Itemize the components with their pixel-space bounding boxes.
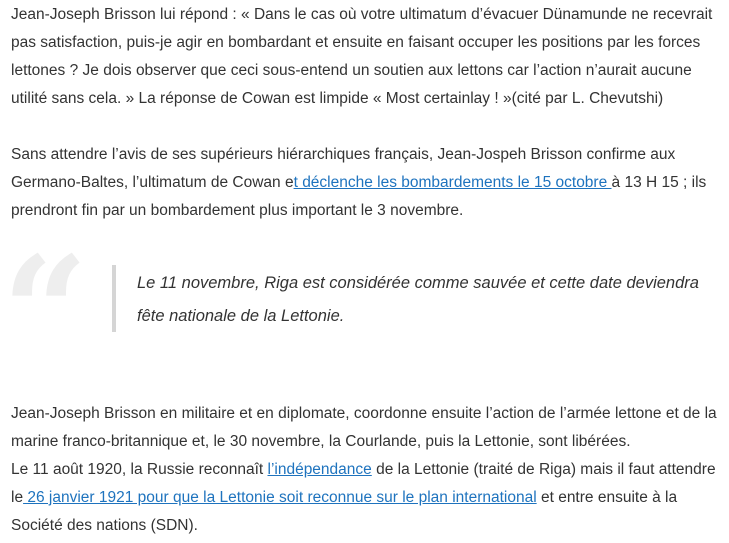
international-recognition-link[interactable]: 26 janvier 1921 pour que la Lettonie soit reconnue sur le plan international — [23, 489, 537, 506]
paragraph-coordination-text: Jean-Joseph Brisson en militaire et en diplomate, coordonne ensuite l’action de l’armée lettone et de la marine franco-britannique et, le 30 novembre, la Courlande, puis la Lettonie, sont libérées. — [11, 405, 717, 450]
paragraph-recognition — [11, 456, 723, 540]
blockquote — [0, 224, 729, 400]
paragraph-bombardment-text-before: Sans attendre l’avis de ses supérieurs hiérarchiques français, Jean-Jospeh Brisson confirme aux Germano-Baltes, l’ultimatum de Cowan e — [11, 146, 676, 191]
paragraph-coordination — [11, 400, 723, 456]
paragraph-ultimatum-text: Jean-Joseph Brisson lui répond : « Dans le cas où votre ultimatum d’évacuer Dünamunde ne recevrait pas satisfaction, puis-je agir en bombardant et ensuite en faisant occuper les positions par les forces lettones ? Je dois observer que ceci sous-entend un soutien aux lettons car l’action n’aurait aucune utilité sans cela. » La réponse de Cowan est limpide « Most certainlay ! »(cité par L. Chevutshi) — [11, 6, 713, 107]
paragraph-bombardment-text-after: à 13 H 15 ; ils prendront fin par un bombardement plus important le 3 novembre. — [11, 174, 707, 219]
paragraph-recognition-text-middle: de la Lettonie (traité de Riga) mais il faut attendre le — [11, 461, 716, 506]
paragraph-recognition-text-before: Le 11 août 1920, la Russie reconnaît — [11, 461, 268, 478]
quote-divider — [112, 265, 116, 332]
blockquote-text: Le 11 novembre, Riga est considérée comme sauvée et cette date deviendra fête nationale de la Lettonie. — [137, 274, 699, 325]
quote-mark-icon: “ — [2, 224, 89, 400]
paragraph-recognition-text-after: et entre ensuite à la Société des nations (SDN). — [11, 489, 678, 534]
independence-link[interactable]: l’indépendance — [267, 461, 372, 478]
paragraph-bombardment — [11, 141, 723, 225]
bombardment-date-link[interactable]: t déclenche les bombardements le 15 octobre — [293, 174, 612, 191]
paragraph-ultimatum — [11, 1, 723, 113]
